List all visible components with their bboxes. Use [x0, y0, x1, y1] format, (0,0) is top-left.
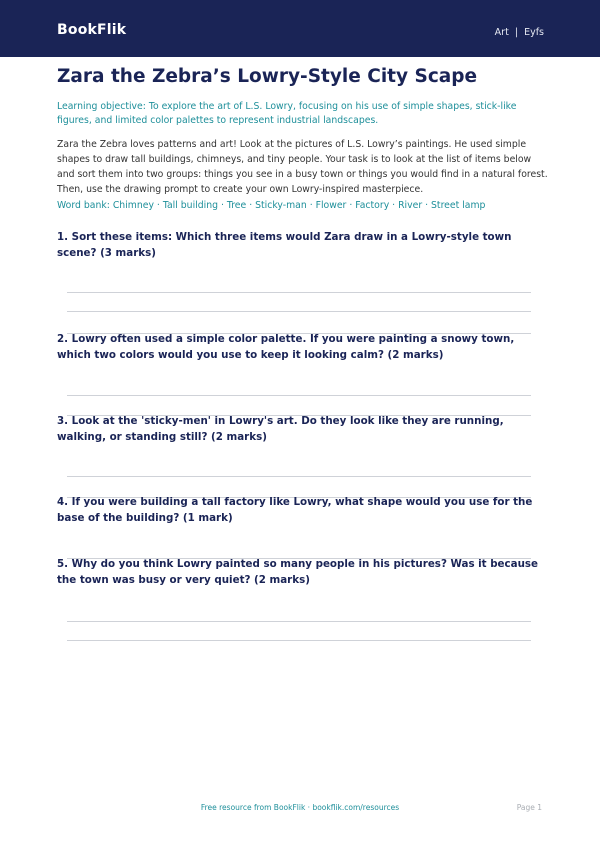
page-number: Page 1	[516, 803, 542, 812]
answer-line[interactable]	[67, 311, 531, 312]
question-1: 1. Sort these items: Which three items would Zara draw in a Lowry-style town scene? (3 marks)	[57, 231, 512, 259]
footer-credit[interactable]: Free resource from BookFlik · bookflik.com/resources	[200, 803, 400, 812]
answer-line[interactable]	[67, 621, 531, 622]
brand-logo[interactable]: BookFlik	[57, 22, 127, 38]
answer-line[interactable]	[67, 395, 531, 396]
question-2: 2. Lowry often used a simple color palette. If you were painting a snowy town, which two colors would you use to keep it looking calm? (2 marks)	[57, 333, 515, 361]
header-bar	[0, 0, 600, 57]
page-title: Zara the Zebra’s Lowry-Style City Scape	[57, 66, 478, 87]
word-bank: Word bank: Chimney · Tall building · Tree · Sticky-man · Flower · Factory · River · Street lamp	[57, 200, 486, 211]
intro-paragraph: Zara the Zebra loves patterns and art! Look at the pictures of L.S. Lowry’s paintings. He used simple shapes to draw tall buildings, chimneys, and tiny people. Your task is to look at the list of items below and sort them into two groups: things you see in a busy town or things you would find in a natural forest. Then, use the drawing prompt to create your own Lowry-inspired masterpiece.	[57, 139, 548, 195]
answer-line[interactable]	[67, 292, 531, 293]
question-4: 4. If you were building a tall factory like Lowry, what shape would you use for the base of the building? (1 mark)	[57, 496, 533, 524]
question-5: 5. Why do you think Lowry painted so many people in his pictures? Was it because the town was busy or very quiet? (2 marks)	[57, 558, 539, 586]
subject-meta: Art | Eyfs	[494, 27, 544, 38]
answer-line[interactable]	[67, 640, 531, 641]
answer-line[interactable]	[67, 476, 531, 477]
learning-objective: Learning objective: To explore the art of L.S. Lowry, focusing on his use of simple shapes, stick-like figures, and limited color palettes to represent industrial landscapes.	[57, 101, 517, 126]
question-3: 3. Look at the 'sticky-men' in Lowry's art. Do they look like they are running, walking, or standing still? (2 marks)	[57, 415, 504, 443]
